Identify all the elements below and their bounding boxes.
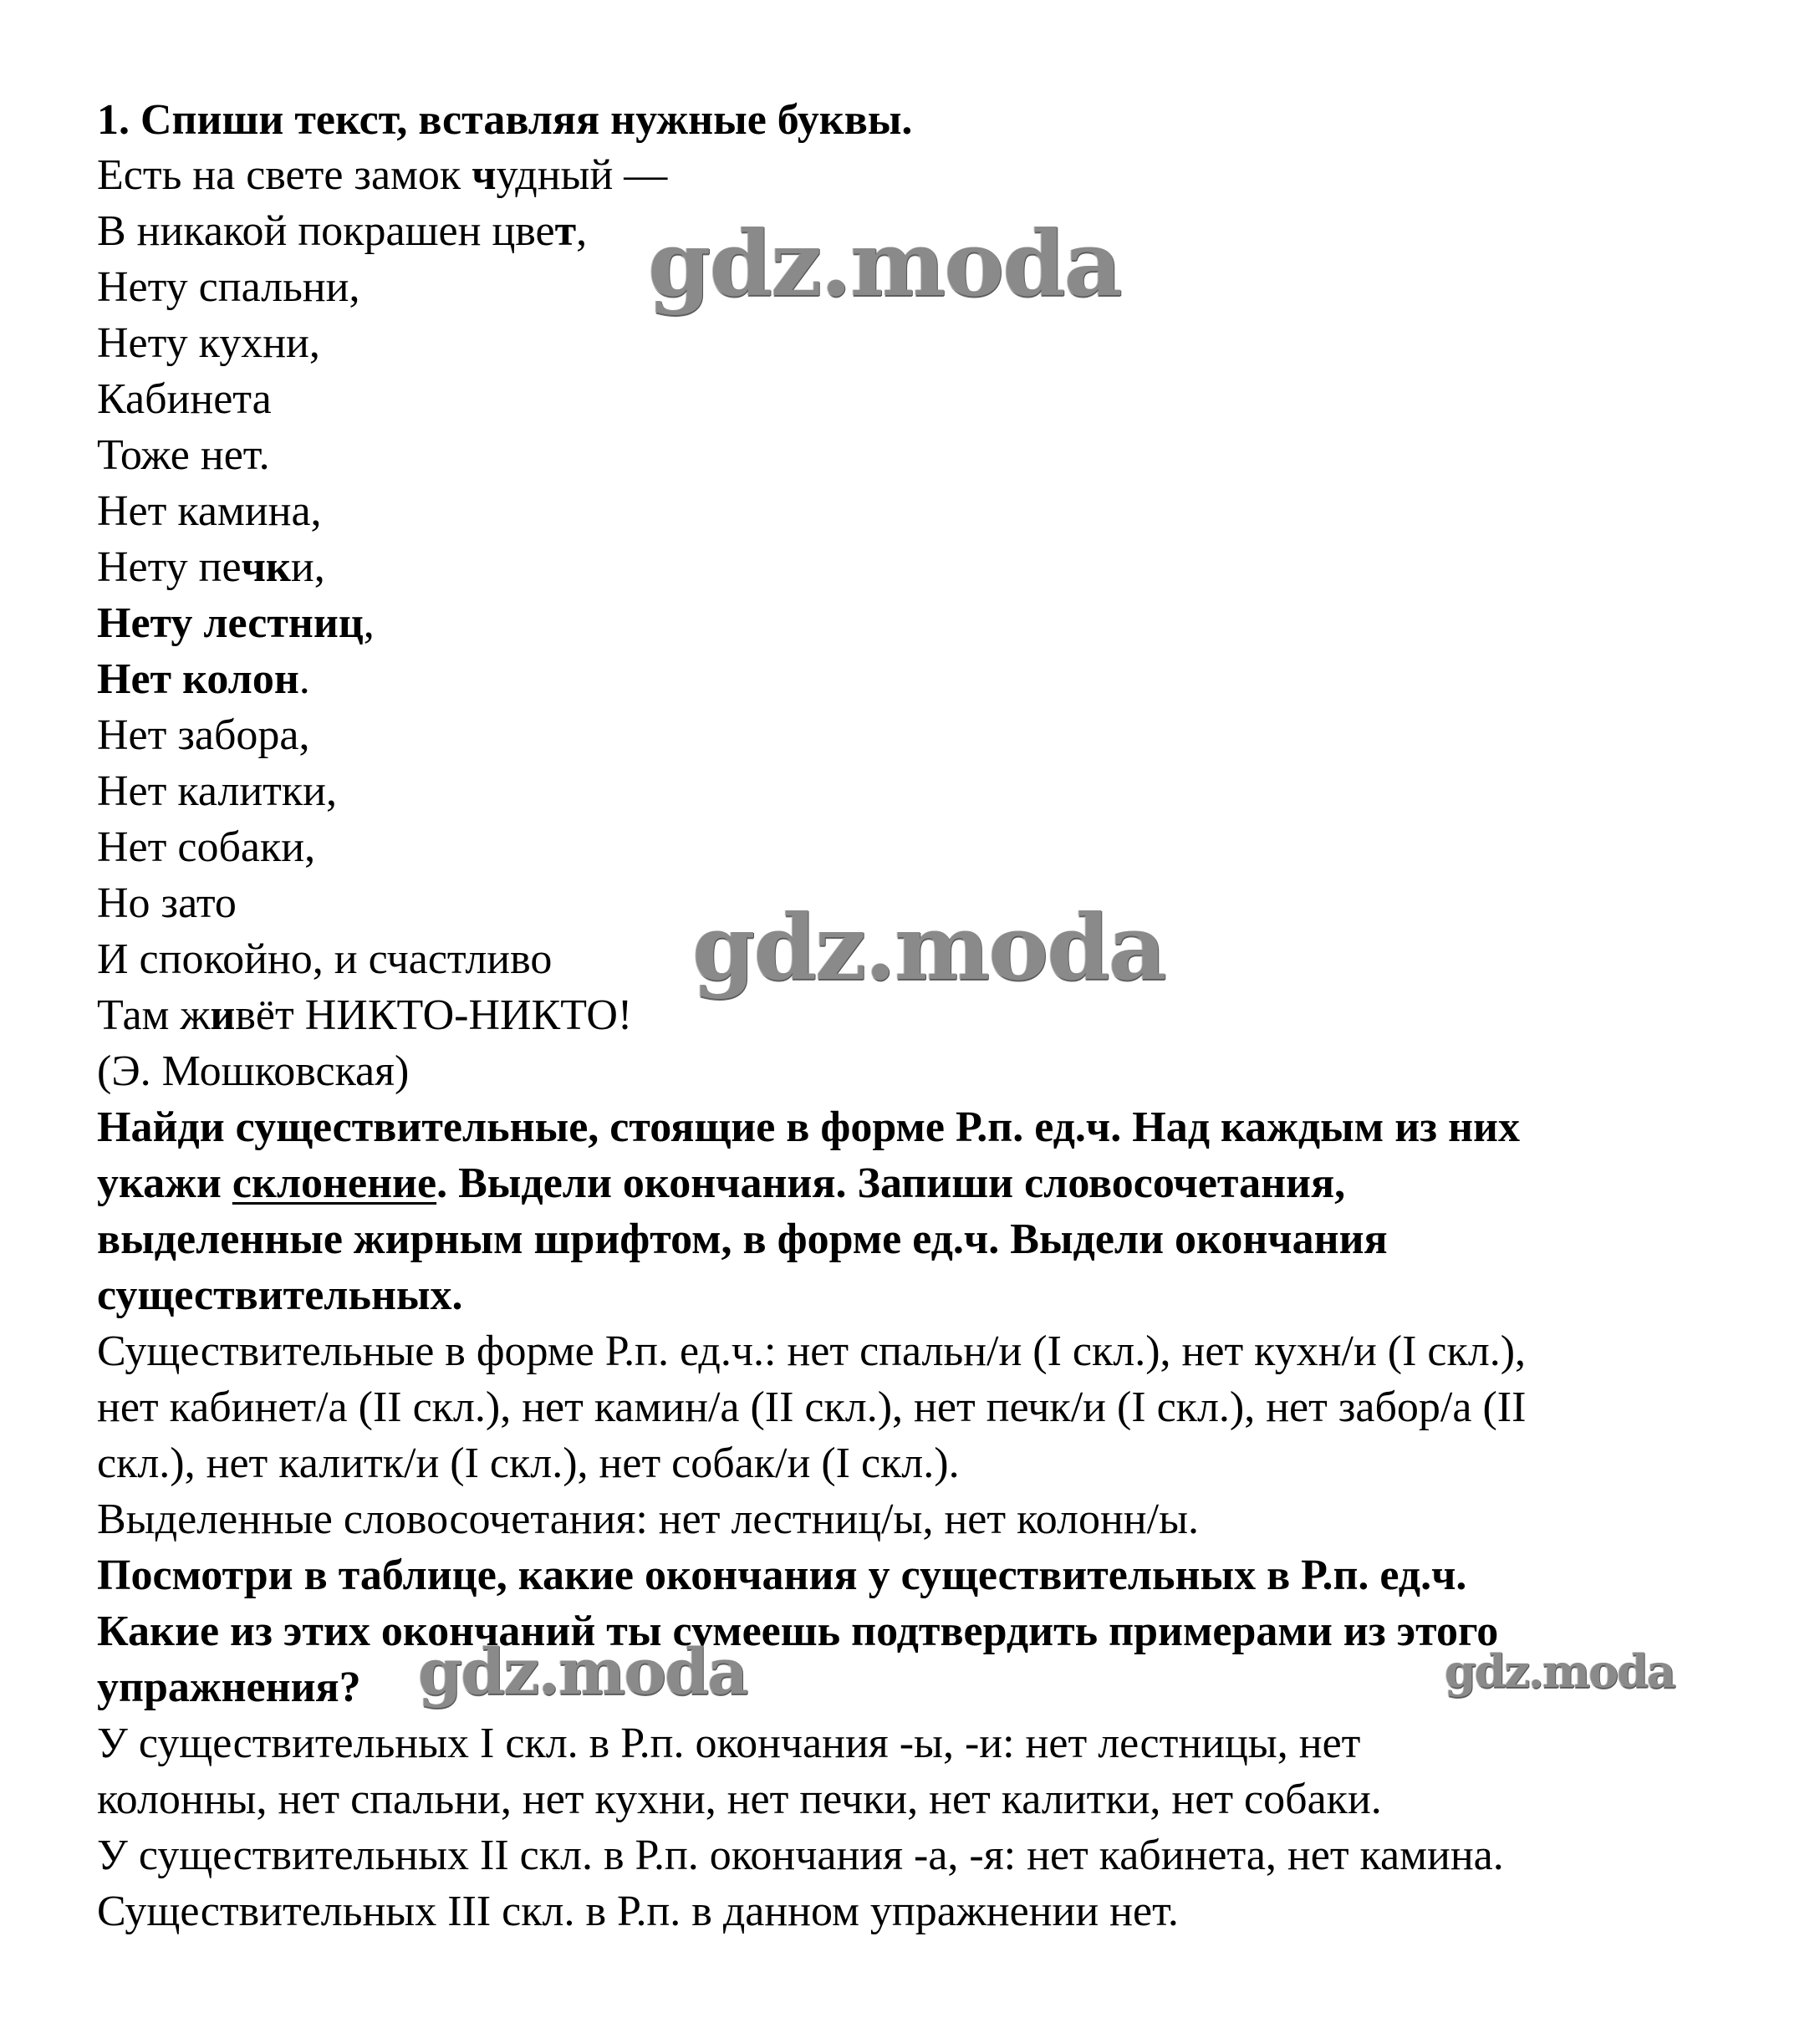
- answer-2-line: У существительных II скл. в Р.п. окончания -а, -я: нет кабинета, нет камина.: [97, 1832, 1504, 1879]
- poem-line: Нету лестниц,: [97, 599, 375, 647]
- question-1-line: выделенные жирным шрифтом, в форме ед.ч. Выдели окончания: [97, 1215, 1388, 1263]
- poem-author: (Э. Мошковская): [97, 1047, 410, 1095]
- answer-1-line: нет кабинет/а (II скл.), нет камин/а (II скл.), нет печк/и (I скл.), нет забор/а (II: [97, 1383, 1527, 1431]
- watermark: gdz.moda: [692, 895, 1165, 1001]
- poem-line: В никакой покрашен цвет,: [97, 207, 588, 255]
- poem-line: Там живёт НИКТО-НИКТО!: [97, 991, 633, 1039]
- poem-line: Нет колон.: [97, 655, 310, 703]
- poem-line: Но зато: [97, 879, 237, 927]
- answer-1-line: Выделенные словосочетания: нет лестниц/ы, нет колонн/ы.: [97, 1496, 1200, 1543]
- watermark: gdz.moda: [418, 1634, 747, 1709]
- question-1-line: существительных.: [97, 1271, 463, 1319]
- poem-line: Нету печки,: [97, 543, 325, 591]
- question-1-line: укажи склонение. Выдели окончания. Запиши словосочетания,: [97, 1159, 1346, 1207]
- poem-line: Тоже нет.: [97, 431, 270, 479]
- answer-2-line: Существительных III скл. в Р.п. в данном упражнении нет.: [97, 1888, 1179, 1935]
- poem-line: Нет собаки,: [97, 823, 316, 871]
- poem-line: Кабинета: [97, 375, 272, 423]
- poem-line: Нет калитки,: [97, 767, 337, 815]
- question-2-line: упражнения?: [97, 1664, 361, 1711]
- answer-1-line: Существительные в форме Р.п. ед.ч.: нет спальн/и (I скл.), нет кухн/и (I скл.),: [97, 1327, 1527, 1375]
- underlined-term: склонение: [232, 1159, 437, 1207]
- question-2-line: Посмотри в таблице, какие окончания у существительных в Р.п. ед.ч.: [97, 1552, 1467, 1599]
- poem-line: И спокойно, и счастливо: [97, 935, 553, 983]
- poem-line: Нет забора,: [97, 711, 310, 759]
- question-1-line: Найди существительные, стоящие в форме Р.п. ед.ч. Над каждым из них: [97, 1103, 1520, 1151]
- answer-2-line: У существительных I скл. в Р.п. окончания -ы, -и: нет лестницы, нет: [97, 1720, 1361, 1767]
- task-header: 1. Спиши текст, вставляя нужные буквы.: [97, 96, 913, 144]
- question-2-line: Какие из этих окончаний ты сумеешь подтвердить примерами из этого: [97, 1608, 1499, 1655]
- poem-line: Нету кухни,: [97, 319, 320, 367]
- answer-2-line: колонны, нет спальни, нет кухни, нет печки, нет калитки, нет собаки.: [97, 1776, 1382, 1823]
- poem-line: Есть на свете замок чудный —: [97, 151, 668, 199]
- watermark: gdz.moda: [648, 211, 1121, 317]
- watermark: gdz.moda: [1445, 1644, 1675, 1698]
- answer-1-line: скл.), нет калитк/и (I скл.), нет собак/и (I скл.).: [97, 1440, 960, 1487]
- poem-line: Нет камина,: [97, 487, 322, 535]
- poem-line: Нету спальни,: [97, 263, 360, 311]
